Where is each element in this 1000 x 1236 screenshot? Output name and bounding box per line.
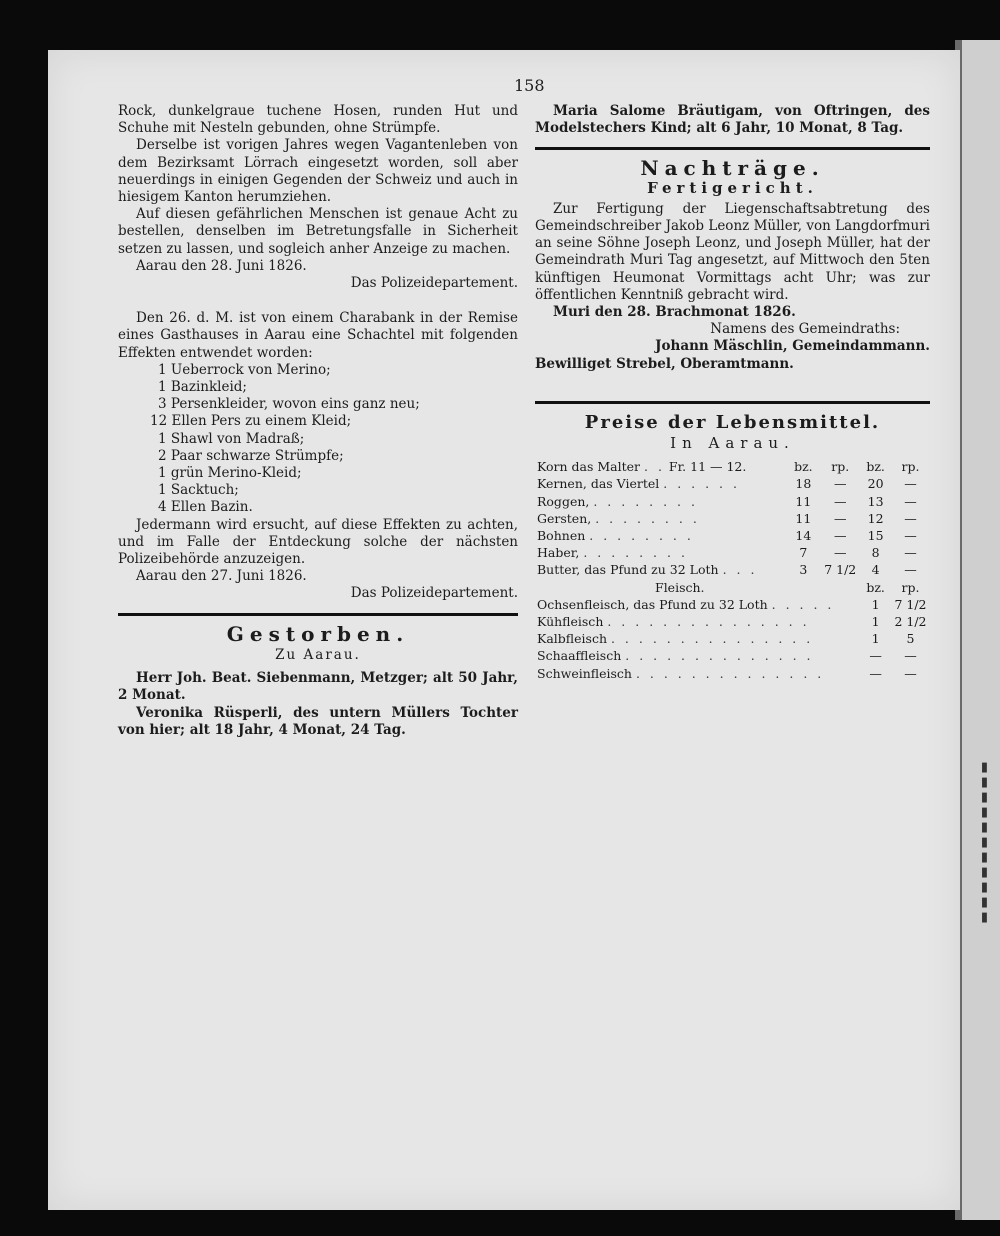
row-label: Kalbfleisch <box>537 631 607 647</box>
cell: 15 <box>867 528 884 544</box>
table-row: Kühfleisch . . . . . . . . . . . . . . . 1 2 1/2 <box>535 613 930 630</box>
list-item: 1 Shawl von Madraß; <box>158 430 305 447</box>
section-subtitle: Zu Aarau. <box>275 646 361 663</box>
cell: 4 <box>871 562 880 578</box>
row-label: Ochsenfleisch, das Pfund zu 32 Loth <box>537 596 768 612</box>
section-divider <box>535 147 930 150</box>
row-label: Kühfleisch <box>537 614 604 630</box>
cell: — <box>904 665 917 681</box>
cell: 13 <box>867 493 884 509</box>
cell: — <box>833 528 847 544</box>
list-item: 12 Ellen Pers zu einem Kleid; <box>150 413 352 430</box>
text-paragraph: Jedermann wird ersucht, auf diese Effekten zu achten, und im Falle der Entdeckung solche der nächsten Polizeibehörde anzuzeigen. <box>118 516 518 568</box>
col-header: rp. <box>901 459 920 475</box>
signature-line: Namens des Gemeindraths: <box>710 321 900 338</box>
text-paragraph: Rock, dunkelgraue tuchene Hosen, runden Hut und Schuhe mit Nesteln gebunden, ohne Strümpfe. <box>118 103 518 137</box>
left-column <box>118 103 518 739</box>
cell: — <box>833 476 847 492</box>
col-header: bz. <box>866 459 885 475</box>
cell: — <box>904 545 917 561</box>
table-header-row <box>535 579 930 596</box>
table-header-row: Korn das Malter . . Fr. 11 — 12. bz. rp. bz. rp. <box>535 458 930 475</box>
text-paragraph: Zur Fertigung der Liegenschaftsabtretung des Gemeindschreiber Jakob Leonz Müller, von Langdorfmuri an seine Söhne Joseph Leonz, und Joseph Müller, hat der Gemeindrath Muri Tag angesetzt, auf Mittwoch den 5ten künftigen Heumonat Vormittags acht Uhr; was zur öffentlichen Kenntniß gebracht wird. <box>535 200 930 303</box>
section-title-nachtraege: Nachträge. <box>640 156 825 181</box>
prices-place: In Aarau. <box>670 434 795 453</box>
cell: 1 <box>871 631 880 647</box>
cell: 5 <box>906 631 915 647</box>
section-title-gestorben: Gestorben. <box>226 621 410 646</box>
row-label: Butter, das Pfund zu 32 Loth <box>537 562 719 578</box>
list-item: 4 Ellen Bazin. <box>158 499 253 516</box>
row-label: Roggen, <box>537 493 590 509</box>
table-row: Haber, . . . . . . . . 7 — 8 — <box>535 544 930 561</box>
col-header: rp. <box>901 579 920 595</box>
item-list <box>118 362 518 517</box>
cell: 1 <box>871 596 880 612</box>
cell: — <box>869 648 882 664</box>
right-column <box>535 103 930 682</box>
cell: — <box>904 528 917 544</box>
cell: — <box>833 493 847 509</box>
grain-header-label: Korn das Malter <box>537 459 641 475</box>
signature-line: Das Polizeidepartement. <box>350 275 518 292</box>
list-item: 1 grün Merino-Kleid; <box>158 465 302 482</box>
row-label: Gersten, <box>537 510 592 526</box>
col-header: bz. <box>866 579 885 595</box>
list-item: 1 Ueberrock von Merino; <box>158 361 331 378</box>
adjacent-page-text-fragment <box>986 760 998 1200</box>
cell: 14 <box>795 528 812 544</box>
cell: 8 <box>871 545 880 561</box>
section-subtitle-fertigericht: Fertigericht. <box>647 178 818 197</box>
table-row: Kernen, das Viertel . . . . . . 18 — 20 — <box>535 475 930 492</box>
list-item: 2 Paar schwarze Strümpfe; <box>158 447 344 464</box>
text-paragraph: Derselbe ist vorigen Jahres wegen Vagantenleben von dem Bezirksamt Lörrach eingesetzt worden, soll aber neuerdings in einigen Gegenden der Schweiz und auch in hiesigem Kanton herumziehen. <box>118 137 518 206</box>
death-notice: Herr Joh. Beat. Siebenmann, Metzger; alt 50 Jahr, 2 Monat. <box>118 670 518 704</box>
prices-title: Preise der Lebensmittel. <box>584 411 881 433</box>
cell: 20 <box>867 476 884 492</box>
row-label: Kernen, das Viertel <box>537 476 660 492</box>
signature-line: Das Polizeidepartement. <box>350 585 518 602</box>
list-item: 3 Persenkleider, wovon eins ganz neu; <box>158 396 420 413</box>
section-divider <box>118 613 518 616</box>
price-table <box>535 458 930 682</box>
table-row: Ochsenfleisch, das Pfund zu 32 Loth . . . . . 1 7 1/2 <box>535 596 930 613</box>
cell: — <box>904 648 917 664</box>
cell: — <box>904 493 917 509</box>
cell: — <box>904 510 917 526</box>
cell: 12 <box>867 510 884 526</box>
list-item: 1 Sacktuch; <box>158 482 239 499</box>
meat-header-label: Fleisch. <box>655 579 705 595</box>
cell: 11 <box>795 510 812 526</box>
death-notice: Veronika Rüsperli, des untern Müllers Tochter von hier; alt 18 Jahr, 4 Monat, 24 Tag. <box>118 704 518 738</box>
table-row: Gersten, . . . . . . . . 11 — 12 — <box>535 510 930 527</box>
row-label: Haber, <box>537 545 580 561</box>
death-notice: Maria Salome Bräutigam, von Oftringen, des Modelstechers Kind; alt 6 Jahr, 10 Monat, 8 Tag. <box>535 103 930 137</box>
cell: — <box>833 545 847 561</box>
grain-range: Fr. 11 — 12. <box>668 459 747 475</box>
col-header: rp. <box>831 459 850 475</box>
table-row: Schweinfleisch . . . . . . . . . . . . . . — — <box>535 665 930 682</box>
row-label: Schaaffleisch <box>537 648 622 664</box>
table-row: Bohnen . . . . . . . . 14 — 15 — <box>535 527 930 544</box>
table-row: Roggen, . . . . . . . . 11 — 13 — <box>535 493 930 510</box>
table-row: Butter, das Pfund zu 32 Loth . . . 3 7 1/2 4 — <box>535 561 930 578</box>
col-header: bz. <box>794 459 813 475</box>
page-number: 158 <box>514 76 545 95</box>
cell: 3 <box>799 562 808 578</box>
table-row: Schaaffleisch . . . . . . . . . . . . . . — — <box>535 647 930 664</box>
date-line: Aarau den 28. Juni 1826. <box>136 257 307 274</box>
cell: — <box>904 562 917 578</box>
date-line: Muri den 28. Brachmonat 1826. <box>553 304 796 321</box>
signature-line: Bewilliget Strebel, Oberamtmann. <box>535 355 794 372</box>
cell: 7 <box>799 545 808 561</box>
list-item: 1 Bazinkleid; <box>158 379 247 396</box>
cell: 7 1/2 <box>824 562 857 578</box>
row-label: Schweinfleisch <box>537 665 632 681</box>
cell: 2 1/2 <box>894 614 927 630</box>
date-line: Aarau den 27. Juni 1826. <box>136 568 307 585</box>
cell: — <box>833 510 847 526</box>
cell: — <box>904 476 917 492</box>
cell: 11 <box>795 493 812 509</box>
cell: — <box>869 665 882 681</box>
table-row: Kalbfleisch . . . . . . . . . . . . . . . 1 5 <box>535 630 930 647</box>
row-label: Bohnen <box>537 528 586 544</box>
signature-line: Johann Mäschlin, Gemeindammann. <box>655 338 930 355</box>
cell: 1 <box>871 614 880 630</box>
text-paragraph: Auf diesen gefährlichen Menschen ist genaue Acht zu bestellen, denselben im Betretungsfalle in Sicherheit setzen zu lassen, und sogleich anher Anzeige zu machen. <box>118 206 518 257</box>
section-divider <box>535 401 930 404</box>
text-paragraph: Den 26. d. M. ist von einem Charabank in der Remise eines Gasthauses in Aarau eine Schachtel mit folgenden Effekten entwendet worden: <box>118 310 518 361</box>
cell: 7 1/2 <box>894 596 927 612</box>
cell: 18 <box>795 476 812 492</box>
